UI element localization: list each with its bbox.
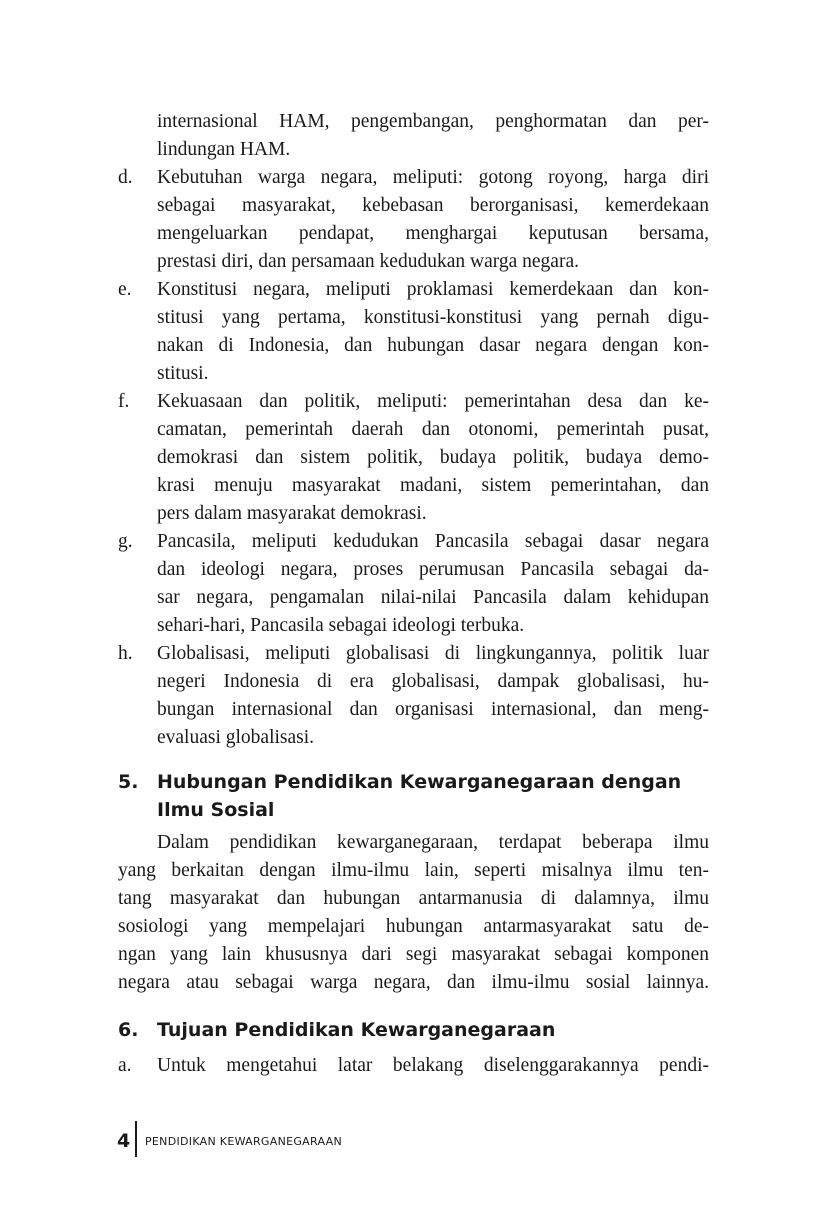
list-item-line: sehari-hari, Pancasila sebagai ideologi terbuka. — [157, 615, 525, 636]
list-item-line: Untuk mengetahui latar belakang diselenggarakannya pendi- — [157, 1055, 709, 1076]
list-item-line: nakan di Indonesia, dan hubungan dasar negara dengan kon- — [157, 335, 709, 356]
list-item-line: sar negara, pengamalan nilai-nilai Pancasila dalam kehidupan — [157, 587, 709, 608]
list-item-line: Pancasila, meliputi kedudukan Pancasila sebagai dasar negara — [157, 531, 709, 552]
list-item-line: sebagai masyarakat, kebebasan berorganisasi, kemerdekaan — [157, 195, 709, 216]
list-item-line: Kekuasaan dan politik, meliputi: pemerintahan desa dan ke- — [157, 391, 709, 412]
list-item-line: negeri Indonesia di era globalisasi, dampak globalisasi, hu- — [157, 671, 709, 692]
list-marker: a. — [118, 1055, 132, 1076]
list-marker: h. — [118, 643, 133, 664]
list-item-line: Kebutuhan warga negara, meliputi: gotong royong, harga diri — [157, 167, 709, 188]
page-number: 4 — [117, 1130, 131, 1152]
section-title: Ilmu Sosial — [157, 799, 275, 821]
list-item-line: Globalisasi, meliputi globalisasi di lingkungannya, politik luar — [157, 643, 709, 664]
paragraph-line: tang masyarakat dan hubungan antarmanusia di dalamnya, ilmu — [118, 888, 709, 909]
list-item-line: krasi menuju masyarakat madani, sistem pemerintahan, dan — [157, 475, 709, 496]
paragraph-line: sosiologi yang mempelajari hubungan antarmasyarakat satu de- — [118, 916, 709, 937]
list-item-line: Konstitusi negara, meliputi proklamasi kemerdekaan dan kon- — [157, 279, 709, 300]
list-item-line: stitusi yang pertama, konstitusi-konstitusi yang pernah digu- — [157, 307, 709, 328]
list-item-line: pers dalam masyarakat demokrasi. — [157, 503, 427, 524]
section-number: 6. — [118, 1019, 139, 1041]
list-item-line: demokrasi dan sistem politik, budaya politik, budaya demo- — [157, 447, 709, 468]
footer-divider — [135, 1121, 137, 1157]
section-title: Tujuan Pendidikan Kewarganegaraan — [157, 1019, 556, 1041]
list-item-line: stitusi. — [157, 363, 209, 384]
list-item-line: camatan, pemerintah daerah dan otonomi, pemerintah pusat, — [157, 419, 709, 440]
list-marker: g. — [118, 531, 133, 552]
body-line: internasional HAM, pengembangan, penghormatan dan per- — [157, 111, 709, 132]
list-item-line: prestasi diri, dan persamaan kedudukan warga negara. — [157, 251, 579, 272]
paragraph-line: negara atau sebagai warga negara, dan ilmu-ilmu sosial lainnya. — [118, 972, 709, 993]
section-title: Hubungan Pendidikan Kewarganegaraan dengan — [157, 771, 682, 793]
paragraph-line: yang berkaitan dengan ilmu-ilmu lain, seperti misalnya ilmu ten- — [118, 860, 709, 881]
paragraph-line: Dalam pendidikan kewarganegaraan, terdapat beberapa ilmu — [157, 832, 709, 853]
list-item-line: bungan internasional dan organisasi internasional, dan meng- — [157, 699, 709, 720]
body-line: lindungan HAM. — [157, 139, 291, 160]
list-item-line: dan ideologi negara, proses perumusan Pancasila sebagai da- — [157, 559, 709, 580]
list-marker: f. — [118, 391, 130, 412]
running-title: PENDIDIKAN KEWARGANEGARAAN — [145, 1135, 342, 1148]
list-marker: d. — [118, 167, 133, 188]
section-number: 5. — [118, 771, 139, 793]
list-item-line: evaluasi globalisasi. — [157, 727, 315, 748]
list-marker: e. — [118, 279, 132, 300]
paragraph-line: ngan yang lain khususnya dari segi masyarakat sebagai komponen — [118, 944, 709, 965]
list-item-line: mengeluarkan pendapat, menghargai keputusan bersama, — [157, 223, 709, 244]
